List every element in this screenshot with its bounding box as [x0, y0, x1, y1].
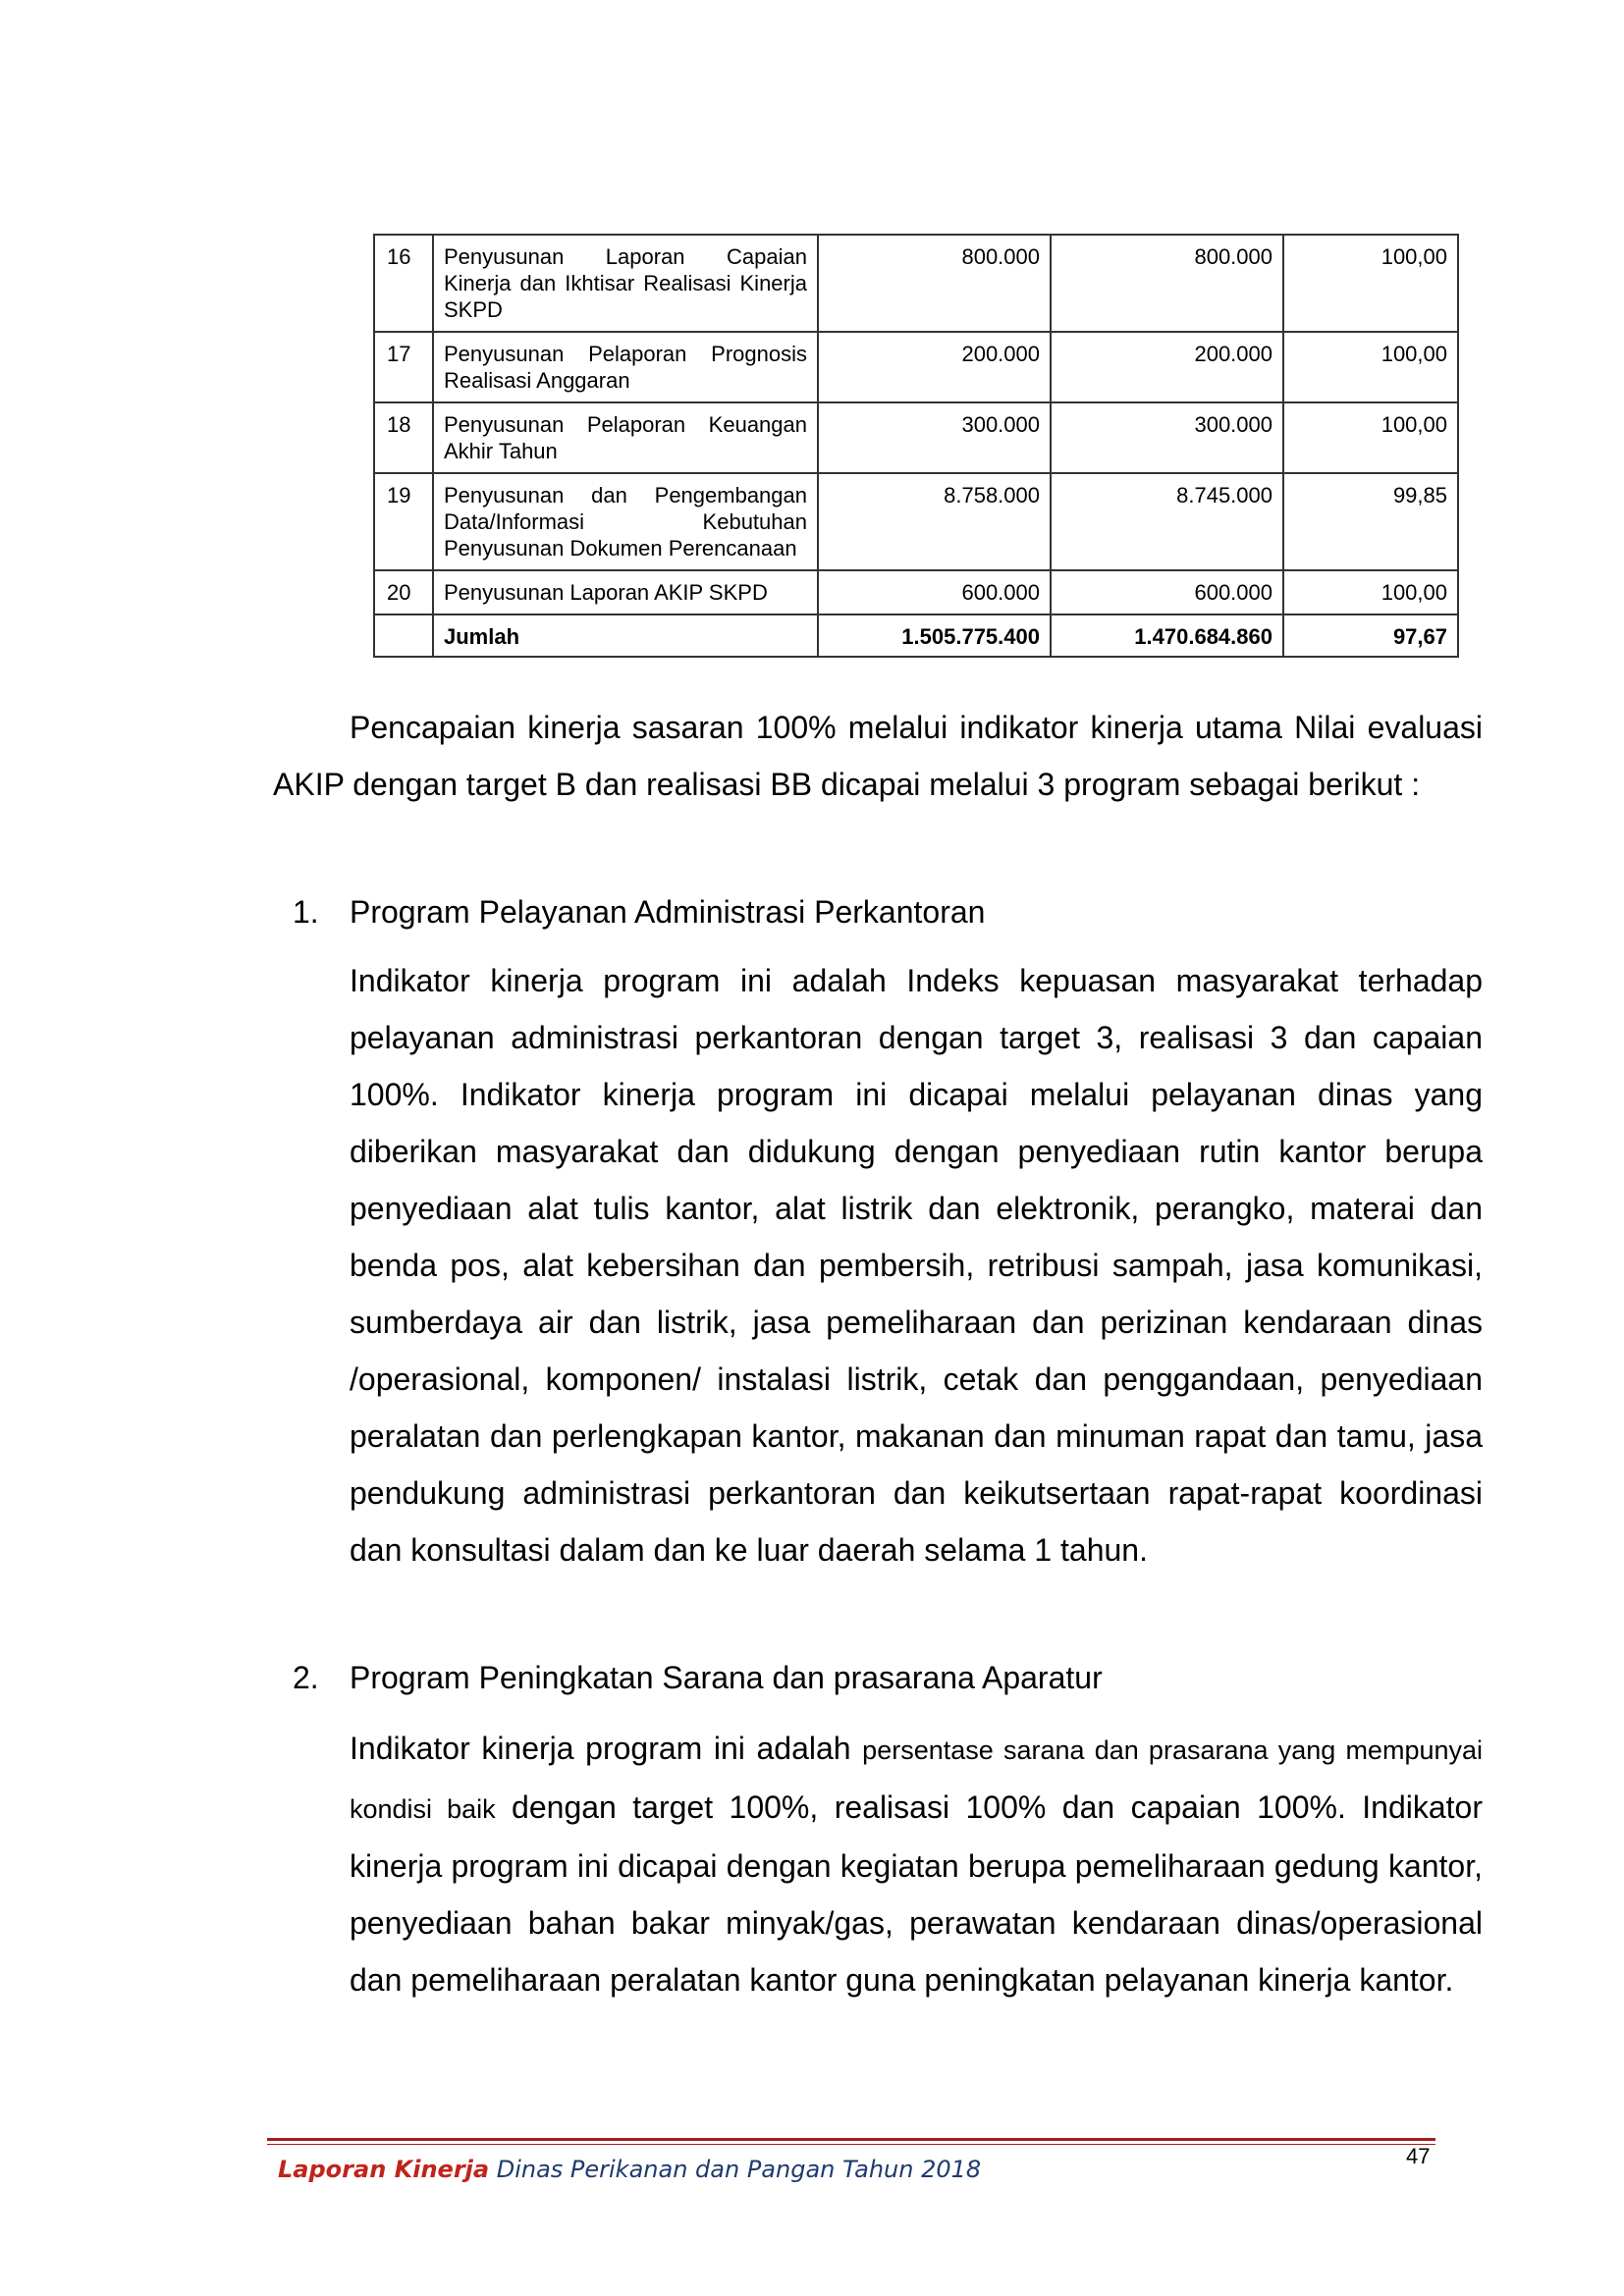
footer-rule-thin — [267, 2144, 1435, 2145]
budget-table — [373, 234, 1459, 658]
total-realisasi: 1.470.684.860 — [1051, 614, 1283, 657]
footer-title — [278, 2156, 981, 2183]
row-persen: 99,85 — [1283, 473, 1458, 570]
row-anggaran: 200.000 — [818, 332, 1051, 402]
total-persen: 97,67 — [1283, 614, 1458, 657]
row-persen: 100,00 — [1283, 402, 1458, 473]
program-2-body — [350, 1720, 1483, 2008]
program-2-body-end: dengan target 100%, realisasi 100% dan capaian 100%. Indikator kinerja program ini dicapai dengan kegiatan berupa pemeliharaan gedung kantor, penyediaan bahan bakar minyak/gas, perawatan kendaraan dinas/operasional dan pemeliharaan peralatan kantor guna peningkatan pelayanan kinerja kantor. — [350, 1789, 1484, 1998]
footer-rule — [267, 2138, 1435, 2141]
row-anggaran: 600.000 — [818, 570, 1051, 614]
program-2-title: Program Peningkatan Sarana dan prasarana Aparatur — [350, 1660, 1103, 1695]
program-2-heading — [293, 1649, 1103, 1706]
program-1-heading — [293, 883, 985, 940]
table-total-row — [374, 614, 1458, 657]
table-row — [374, 332, 1458, 402]
row-realisasi: 600.000 — [1051, 570, 1283, 614]
footer-subtitle: Dinas Perikanan dan Pangan Tahun 2018 — [489, 2156, 982, 2183]
row-description — [433, 235, 818, 332]
row-persen: 100,00 — [1283, 570, 1458, 614]
row-anggaran: 800.000 — [818, 235, 1051, 332]
row-persen: 100,00 — [1283, 332, 1458, 402]
row-description-text: Penyusunan dan Pengembangan Data/Informasi Kebutuhan Penyusunan Dokumen Perencanaan — [444, 483, 807, 561]
row-anggaran: 300.000 — [818, 402, 1051, 473]
table-row — [374, 402, 1458, 473]
footer-brand: Laporan Kinerja — [278, 2156, 490, 2183]
row-persen: 100,00 — [1283, 235, 1458, 332]
row-number: 17 — [374, 332, 433, 402]
program-1-number: 1. — [293, 894, 319, 930]
program-1-title: Program Pelayanan Administrasi Perkantoran — [350, 894, 986, 930]
program-2-body-start: Indikator kinerja program ini adalah — [350, 1731, 863, 1766]
row-description-text: Penyusunan Pelaporan Prognosis Realisasi Anggaran — [444, 342, 807, 393]
row-realisasi: 8.745.000 — [1051, 473, 1283, 570]
row-description — [433, 402, 818, 473]
program-2-number: 2. — [293, 1660, 319, 1695]
table-row — [374, 235, 1458, 332]
total-empty — [374, 614, 433, 657]
row-anggaran: 8.758.000 — [818, 473, 1051, 570]
row-description-text: Penyusunan Laporan Capaian Kinerja dan Ikhtisar Realisasi Kinerja SKPD — [444, 244, 807, 322]
total-label: Jumlah — [433, 614, 818, 657]
program-1-body: Indikator kinerja program ini adalah Indeks kepuasan masyarakat terhadap pelayanan administrasi perkantoran dengan target 3, realisasi 3 dan capaian 100%. Indikator kinerja program ini dicapai melalui pelayanan dinas yang diberikan masyarakat dan didukung dengan penyediaan rutin kantor berupa penyediaan alat tulis kantor, alat listrik dan elektronik, perangko, materai dan benda pos, alat kebersihan dan pembersih, retribusi sampah, jasa komunikasi, sumberdaya air dan listrik, jasa pemeliharaan dan perizinan kendaraan dinas /operasional, komponen/ instalasi listrik, cetak dan penggandaan, penyediaan peralatan dan perlengkapan kantor, makanan dan minuman rapat dan tamu, jasa pendukung administrasi perkantoran dan keikutsertaan rapat-rapat koordinasi dan konsultasi dalam dan ke luar daerah selama 1 tahun. — [350, 963, 1483, 1568]
row-description — [433, 570, 818, 614]
intro-paragraph: Pencapaian kinerja sasaran 100% melalui indikator kinerja utama Nilai evaluasi AKIP dengan target B dan realisasi BB dicapai melalui 3 program sebagai berikut : — [273, 710, 1483, 802]
table-row — [374, 473, 1458, 570]
row-realisasi: 800.000 — [1051, 235, 1283, 332]
row-description — [433, 473, 818, 570]
table-row — [374, 570, 1458, 614]
row-realisasi: 300.000 — [1051, 402, 1283, 473]
row-number: 18 — [374, 402, 433, 473]
row-realisasi: 200.000 — [1051, 332, 1283, 402]
row-number: 20 — [374, 570, 433, 614]
row-description — [433, 332, 818, 402]
row-number: 19 — [374, 473, 433, 570]
row-number: 16 — [374, 235, 433, 332]
page-number: 47 — [1406, 2144, 1431, 2168]
program-2-body-indicator: persentase sarana dan prasarana yang mempunyai kondisi baik — [350, 1735, 1484, 1824]
total-anggaran: 1.505.775.400 — [818, 614, 1051, 657]
row-description-text: Penyusunan Pelaporan Keuangan Akhir Tahun — [444, 412, 807, 463]
row-description-text: Penyusunan Laporan AKIP SKPD — [444, 580, 768, 605]
